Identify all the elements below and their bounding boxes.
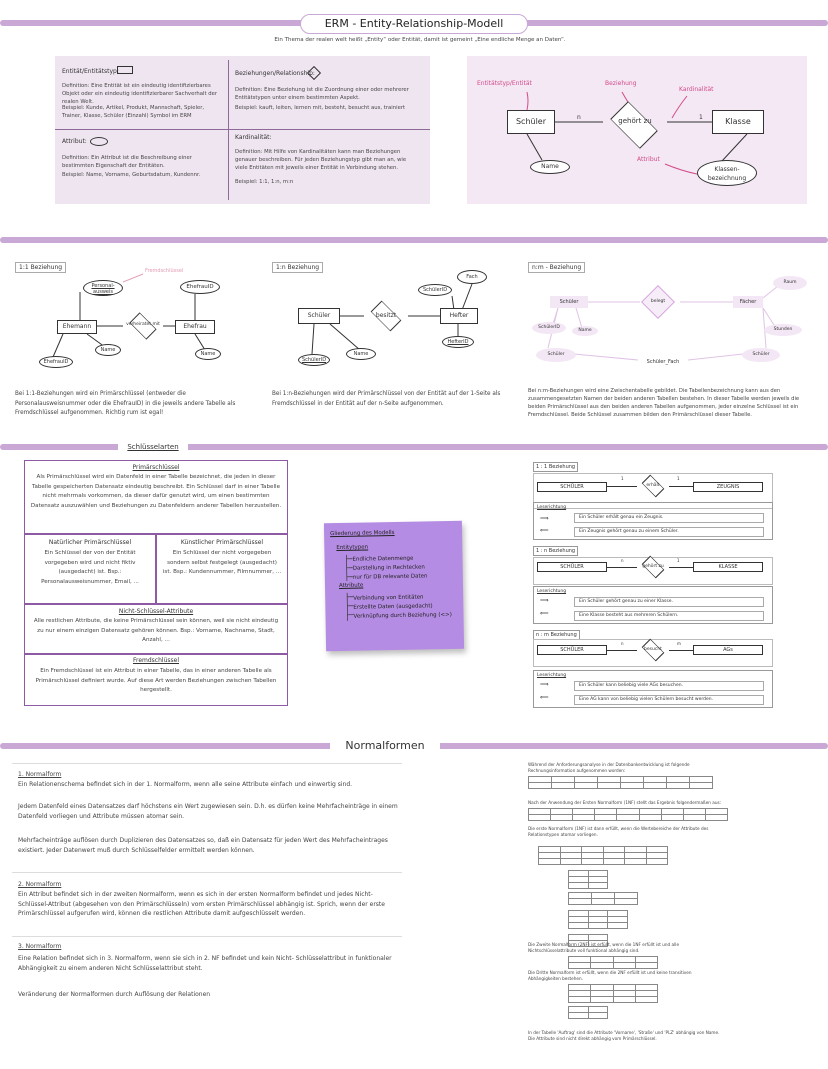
table-3nf-c (568, 1006, 608, 1019)
entity-text: Definition: Eine Entität ist ein eindeutig identifizierbares Objekt oder ein eindeutig identifizierbarer Sachverhalt der realen Welt. (62, 83, 218, 105)
table-2nf-b (568, 870, 608, 889)
cardinality-text: Definition: Mit Hilfe von Kardinalitäten kann man Beziehungen genauer beschreiben. Für jeden Beziehungstyp gibt man an, wie viele Entitäten mit jeweils einer Entität in Verbindung stehen. (235, 149, 407, 171)
card2-left: SCHÜLER (537, 562, 607, 572)
nonkey-head: Nicht-Schlüssel-Attribute (118, 608, 194, 615)
attribute-symbol-icon (90, 137, 108, 146)
card2-right: KLASSE (693, 562, 763, 572)
nf1-head: 1. Normalform (18, 771, 62, 778)
card1-c1: 1 (621, 476, 624, 481)
attr-name: Name (530, 160, 570, 174)
sticky-group1: Entitytypen (336, 544, 369, 552)
arrow-left-icon: ⟸ (540, 527, 549, 534)
card1-lese: Leserichtung (537, 505, 567, 510)
attr-fach: Fach (457, 270, 487, 284)
card1-c2: 1 (677, 476, 680, 481)
card3-left: SCHÜLER (537, 645, 607, 655)
card3-c2: m (677, 641, 681, 646)
attr-klassenbezeichnung: Klassen-bezeichnung (697, 160, 757, 186)
one-n-relation: besitzt (375, 312, 397, 319)
relation-example: Beispiel: kauft, leiten, lernen mit, besteht, besucht aus, trainiert (235, 105, 406, 111)
sticky-item: nur für DB relevante Daten (352, 573, 428, 581)
cardinality-head: Kardinalität: (235, 134, 272, 141)
card2-r1: Ein Schüler gehört genau zu einer Klasse. (574, 597, 764, 607)
label-entity: Entitätstyp/Entität (477, 80, 532, 87)
entity-example: Beispiel: Kunde, Artikel, Produkt, Mannschaft, Spieler, Trainer, Klasse, Schüler (Einzahl) Symbol im ERM (62, 105, 205, 119)
label-relation: Beziehung (605, 80, 637, 87)
one-n-diagram (272, 262, 512, 382)
card2-c1: n (621, 558, 624, 563)
card1-rel: erhält (646, 483, 660, 488)
artificial-text: Ein Schlüssel der nicht vorgegeben sondern selbst festgelegt (ausgedacht) ist. Bsp.: Kundennummer, Filmnummer, ... (162, 550, 282, 575)
nonkey-text: Alle restlichen Attribute, die keine Primärschlüssel sein können, weil sie nicht eindeutig zu nur einem einzigen Datensatz gehören können. Bsp.: Vorname, Nachname, Stadt, Anzahl, ... (33, 618, 279, 643)
nf1-p2: Jedem Datenfeld eines Datensatzes darf höchstens ein Wert zugewiesen sein. D.h. es dürfen keine Mehrfacheinträge in einem Datenfeld vorliegen und Attribute müssen atomar sein. (18, 803, 398, 820)
relation-text: Definition: Eine Beziehung ist die Zuordnung einer oder mehrerer Entitätstypen unter einem bestimmten Aspekt. (235, 87, 409, 101)
right-1nf: Nach der Anwendung der Ersten Normalform (1NF) stellt das Ergebnis folgendermaßen aus: (528, 800, 722, 805)
right-1nf-b: Die erste Normalform (1NF) ist dann erfüllt, wenn die Wertebereiche der Attribute des Relationstypen atomar vorliegen. (528, 826, 709, 837)
nf2-head: 2. Normalform (18, 881, 62, 888)
right-3nf: Die Dritte Normalform ist erfüllt, wenn die 2NF erfüllt ist und keine transitiven Abhängigkeiten bestehen. (528, 970, 692, 981)
attr-ehefrauid: EhefrauID (180, 280, 220, 294)
entity-schueler-1n: Schüler (298, 308, 340, 324)
attr-schuelerid-fk: SchülerID (418, 284, 452, 296)
card3-right: AGs (693, 645, 763, 655)
table-2nf-c (568, 892, 638, 905)
one-n-text: Bei 1:n-Beziehungen wird der Primärschlüssel von der Entität auf der 1-Seite als Fremdschlüssel in der Entität auf der n-Seite aufgenommen. (272, 391, 501, 407)
table-3nf-a (568, 956, 658, 969)
foreign-key-hint: Fremdschlüssel (145, 268, 184, 274)
foreign-text: Ein Fremdschlüssel ist ein Attribut in einer Tabelle, das in einer anderen Tabelle als Primärschlüssel definiert wurde. Auf diese Art werden Beziehungen zwischen Tabellen hergestellt. (35, 668, 277, 693)
normal-left (12, 763, 402, 1063)
n-m-title: n:m - Beziehung (528, 262, 585, 273)
arrow-right-icon: ⟹ (540, 597, 549, 604)
card1-right: ZEUGNIS (693, 482, 763, 492)
attr-schuelerid: SchülerID (298, 354, 330, 366)
entity-ehemann: Ehemann (57, 320, 97, 334)
entity-hefter: Hefter (440, 308, 478, 324)
sticky-list1 (352, 554, 427, 582)
card2-r2: Eine Klasse besteht aus mehreren Schülern. (574, 611, 764, 621)
legend-panel (55, 56, 430, 204)
entity-head: Entität/Entitätstyp: (62, 68, 119, 75)
entity-ehefrau: Ehefrau (175, 320, 215, 334)
card3-reading (533, 670, 773, 708)
table-2nf-a (538, 846, 668, 865)
primary-text: Als Primärschlüssel wird ein Datenfeld in einer Tabelle bezeichnet, die jeden in dieser Tabelle gespeicherten Datensatz eindeutig beschreibt. Ein Schlüssel darf in einer Tabelle nicht mehrmals vorkommen, da dieser dafür genutzt wird, um einen bestimmten Datensatz auszuwählen und Beziehungen zu Datenfeldern anderer Tabellen herzustellen. (30, 474, 282, 509)
card3-r2: Eine AG kann von beliebig vielen Schülern besucht werden. (574, 695, 764, 705)
one-one-diagram (15, 262, 255, 382)
keys-heading: Schlüsselarten (118, 440, 188, 454)
nf-outro: Veränderung der Normalformen durch Auflösung der Relationen (18, 991, 211, 998)
cardinality-example: Beispiel: 1:1, 1:n, m:n (235, 179, 294, 185)
entity-schueler-fach: Schüler_Fach (646, 359, 680, 365)
attr-name-1n: Name (346, 348, 376, 360)
entity-faecher: Fächer (733, 296, 763, 308)
nf1-p1: Ein Relationenschema befindet sich in der 1. Normalform, wenn alle seine Attribute einfach und einwertig sind. (18, 781, 353, 788)
sticky-group2: Attribute (338, 582, 364, 589)
nf2-p1: Ein Attribut befindet sich in der zweiten Normalform, wenn es sich in der ersten Normalform befindet und jedes Nicht-Schlüssel-Attribut (abgesehen von den Primärschlüsseln) vom ersten Primärschlüssel abhängig ist. Sprich, wenn der erste Primärschlüssel aufgerufen wird, können die restlichen Attribute damit aufgeschlüsselt werden. (18, 891, 385, 917)
attr-schueler-right: Schüler (742, 348, 780, 362)
attr-ehefrauid-fk: EhefrauID (39, 356, 73, 368)
card3-r1: Ein Schüler kann beliebig viele AGs besuchen. (574, 681, 764, 691)
attr-name-nm: Name (572, 326, 598, 336)
n-m-text: Bei n:m-Beziehungen wird eine Zwischentabelle gebildet. Die Tabellenbezeichnung kann aus den zusammengesetzten Namen der beiden anderen Tabellen bestehen. In dieser Tabelle werden jeweils die beiden Primärschlüssel aus den beiden anderen Tabellen aufgenommen, jeder einzelne Schlüssel ist ein Fremdschlüssel. Beide Schlüssel zusammen bilden den Primärschlüssel dieser Tabelle. (528, 388, 800, 418)
card2-title: 1 : n Beziehung (533, 546, 578, 556)
one-one-text: Bei 1:1-Beziehungen wird ein Primärschlüssel (entweder die Personalausweisnummer oder die EhefrauID) in die jeweils andere Tabelle als Fremdschlüssel aufgenommen. Richtig rum ist egal! (15, 391, 236, 416)
sticky-item: Darstellung in Rechtecken (352, 564, 425, 572)
attribute-example: Beispiel: Name, Vorname, Geburtsdatum, Kundennr. (62, 172, 201, 178)
entity-klasse: Klasse (712, 110, 764, 134)
card1-reading (533, 502, 773, 540)
card3-c1: n (621, 641, 624, 646)
primary-head: Primärschlüssel (132, 464, 180, 471)
page-title: ERM - Entity-Relationship-Modell (300, 14, 528, 34)
arrow-right-icon: ⟹ (540, 515, 549, 522)
card2-c2: 1 (677, 558, 680, 563)
normal-right (528, 762, 728, 1062)
natural-text: Ein Schlüssel der von der Entität vorgegeben wird und nicht fiktiv (ausgedacht) ist. Bsp.: Personalausweisnummer, Email, ... (41, 550, 139, 585)
card1-r2: Ein Zeugnis gehört genau zu einem Schüler. (574, 527, 764, 537)
one-n-title: 1:n Beziehung (272, 262, 323, 273)
one-one-title: 1:1 Beziehung (15, 262, 66, 273)
card2-lese: Leserichtung (537, 589, 567, 594)
card3-title: n : m Beziehung (533, 630, 580, 640)
sticky-item: Erstellte Daten (ausgedacht) (353, 603, 433, 611)
table-1nf (528, 808, 728, 821)
table-3nf-b (568, 984, 658, 1003)
card-right: 1 (699, 114, 703, 121)
page-subtitle: Ein Thema der realen welt heißt „Entity“ oder Entität, damit ist gemeint „Eine endliche Menge an Daten“. (274, 37, 566, 43)
label-attribute: Attribut (637, 156, 660, 163)
attr-stunden: Stunden (764, 324, 802, 336)
example-diagram (467, 56, 807, 204)
table-raw (528, 776, 713, 789)
entity-symbol-icon (117, 66, 133, 74)
attr-raum: Raum (773, 276, 807, 290)
artificial-head: Künstlicher Primärschlüssel (180, 539, 264, 546)
table-2nf-d (568, 910, 628, 929)
card3-lese: Leserichtung (537, 673, 567, 678)
nf1-p3: Mehrfacheinträge auflösen durch Duplizieren des Datensatzes so, daß ein Datensatz für jeden Wert des Mehrfacheintrages existiert. Jeder Datenwert muß durch Schlüsselfelder ermittelt werden können. (18, 837, 388, 854)
card3-rel: besucht (644, 647, 662, 652)
card2-reading (533, 586, 773, 624)
sticky-item: Verbindung von Entitäten (353, 594, 424, 602)
right-outro: In der Tabelle 'Auftrag' sind die Attribute 'Vorname', 'Straße' und 'PLZ' abhängig von Name. Die Attribute sind nicht direkt abhängig vom Primärschlüssel. (528, 1030, 720, 1041)
n-m-relation: belegt (650, 299, 666, 304)
sticky-note (324, 521, 464, 651)
divider-1 (0, 237, 828, 243)
arrow-right-icon: ⟹ (540, 681, 549, 688)
card-left: n (577, 114, 581, 121)
attr-name-2: Name (195, 348, 221, 360)
card1-title: 1 : 1 Beziehung (533, 462, 578, 472)
attr-schueler-left: Schüler (536, 348, 576, 362)
right-2nf: Die Zweite Normalform (2NF) ist erfüllt, wenn die 1NF erfüllt ist und alle Nichtschlüsselattribute voll funktional abhängig sind. (528, 942, 680, 953)
attr-hefterid: HefterID (442, 336, 474, 348)
attr-name-1: Name (95, 344, 121, 356)
sticky-item: Endliche Datenmenge (352, 555, 414, 563)
attribute-head: Attribut: (62, 138, 87, 145)
label-cardinality: Kardinalität (679, 86, 714, 93)
relation-head: Beziehungen/Relationship: (235, 70, 315, 77)
attr-personalausweis: Personal-ausweis (83, 280, 123, 296)
sticky-list2 (353, 593, 452, 622)
arrow-left-icon: ⟸ (540, 694, 549, 701)
relation-symbol-icon (307, 66, 321, 80)
natural-head: Natürlicher Primärschlüssel (48, 539, 132, 546)
card1-left: SCHÜLER (537, 482, 607, 492)
relation-label: gehört zu (618, 117, 652, 125)
one-one-relation: verheiratet mit (126, 322, 160, 327)
n-m-diagram (528, 262, 818, 382)
sticky-item: Verknüpfung durch Beziehung (<>) (353, 611, 452, 620)
nf3-head: 3. Normalform (18, 943, 62, 950)
card1-r1: Ein Schüler erhält genau ein Zeugnis. (574, 513, 764, 523)
normal-heading: Normalformen (330, 737, 440, 755)
sticky-title: Gliederung des Modells (330, 529, 395, 538)
entity-schueler: Schüler (507, 110, 555, 134)
nf3-p1: Eine Relation befindet sich in 3. Normalform, wenn sie sich in 2. NF befindet und kein Nicht- Schlüsselattribut in funktionaler Abhängigkeit zu einem anderen Nicht Schlüsselattribut steht. (18, 955, 392, 972)
arrow-left-icon: ⟸ (540, 610, 549, 617)
sticky-bracket-lines (344, 553, 355, 633)
right-intro: Während der Anforderungsanalyse in der Datenbankentwicklung ist folgende Rechnungsinformation aufgenommen worden: (528, 762, 690, 773)
card2-rel: gehört zu (642, 564, 664, 569)
attr-schuelerid-nm: SchülerID (532, 322, 566, 334)
foreign-head: Fremdschlüssel (132, 657, 179, 664)
attribute-text: Definition: Ein Attribut ist die Beschreibung einer bestimmten Eigenschaft der Entitäten. (62, 155, 192, 169)
entity-schueler-nm: Schüler (550, 296, 588, 308)
